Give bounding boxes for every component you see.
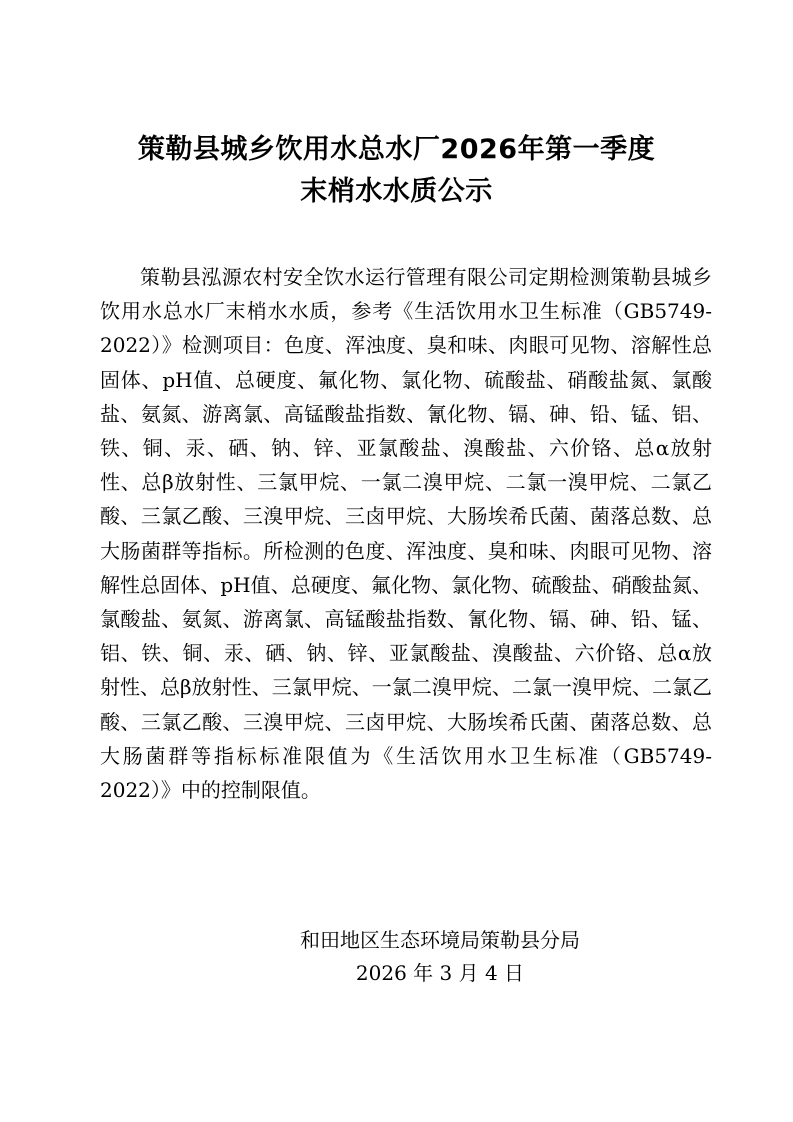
document-body-paragraph: 策勒县泓源农村安全饮水运行管理有限公司定期检测策勒县城乡饮用水总水厂末梢水水质，参考《生活饮用水卫生标准（GB5749-2022）》检测项目：色度、浑浊度、臭和味、肉眼可见物、溶解性总固体、pH值、总硬度、氟化物、氯化物、硫酸盐、硝酸盐氮、氯酸盐、氨氮、游离氯、高锰酸盐指数、氰化物、镉、砷、铅、锰、铝、铁、铜、汞、硒、钠、锌、亚氯酸盐、溴酸盐、六价铬、总α放射性、总β放射性、三氯甲烷、一氯二溴甲烷、二氯一溴甲烷、二氯乙酸、三氯乙酸、三溴甲烷、三卤甲烷、大肠埃希氏菌、菌落总数、总大肠菌群等指标。所检测的色度、浑浊度、臭和味、肉眼可见物、溶解性总固体、pH值、总硬度、氟化物、氯化物、硫酸盐、硝酸盐氮、氯酸盐、氨氮、游离氯、高锰酸盐指数、氰化物、镉、砷、铅、锰、铝、铁、铜、汞、硒、钠、锌、亚氯酸盐、溴酸盐、六价铬、总α放射性、总β放射性、三氯甲烷、一氯二溴甲烷、二氯一溴甲烷、二氯乙酸、三氯乙酸、三溴甲烷、三卤甲烷、大肠埃希氏菌、菌落总数、总大肠菌群等指标标准限值为《生活饮用水卫生标准（GB5749-2022）》中的控制限值。 bbox=[100, 265, 712, 803]
document-title-line-2: 末梢水水质公示 bbox=[300, 176, 493, 207]
document-title-line-1: 策勒县城乡饮用水总水厂2026年第一季度 bbox=[137, 134, 656, 165]
signature-date: 2026 年 3 月 4 日 bbox=[355, 961, 525, 985]
signature-organization: 和田地区生态环境局策勒县分局 bbox=[300, 928, 580, 952]
